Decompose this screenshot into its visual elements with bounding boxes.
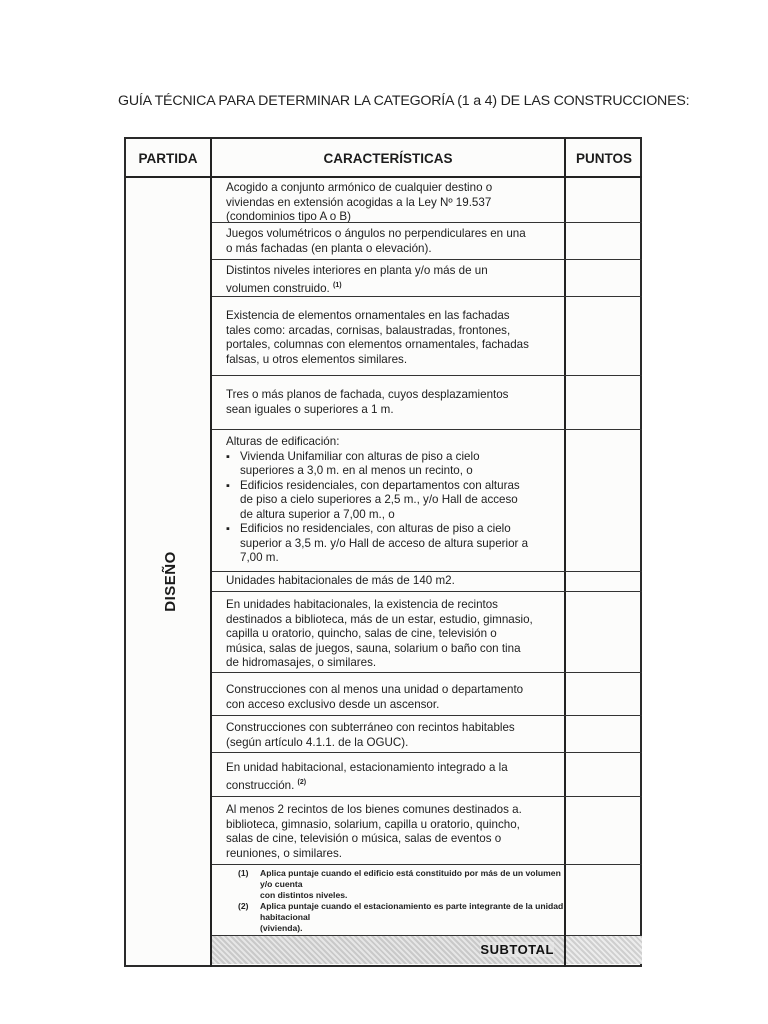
row-divider <box>212 715 642 716</box>
row-divider <box>212 296 642 297</box>
header-partida: PARTIDA <box>138 150 198 166</box>
row-1-text: Acogido a conjunto armónico de cualquier destino o viviendas en extensión acogidas a la Ley Nº 19.537 (condominios tipo A o B) <box>226 181 493 223</box>
row-8-text: En unidades habitacionales, la existencia de recintos destinados a biblioteca, más de un estar, estudio, gimnasio, capilla u oratorio, quincho, salas de cine, televisión o música, salas de juegos, sauna, solarium o baño con tina de hidromasajes, o similares. <box>226 598 533 669</box>
row-divider <box>212 259 642 260</box>
row-10-text: Construcciones con subterráneo con recintos habitables (según artículo 4.1.1. de la OGUC). <box>226 721 515 749</box>
subtotal-label: SUBTOTAL <box>480 942 554 957</box>
row-2-text: Juegos volumétricos o ángulos no perpendiculares en una o más fachadas (en planta o elevación). <box>226 227 526 255</box>
row-6-text: Alturas de edificación: ▪ Vivienda Unifamiliar con alturas de piso a cielo superiores a 3,0 m. en al menos un recinto, o ▪ Edificios residenciales, con departamentos con alturas de piso a cielo superiores a 2,5 m., y/o Hall de acceso de altura superior a 7,00 m., o ▪ Edificios no residenciales, con alturas de piso a cielo superior a 3,5 m. y/o Hall de acceso de altura superior a 7,00 m. <box>226 435 556 566</box>
footnotes <box>238 868 566 934</box>
row-divider <box>212 571 642 572</box>
row-3-text: Distintos niveles interiores en planta y/o más de un volumen construido. $^{(1)}$ <box>226 264 488 295</box>
row-5-text: Tres o más planos de fachada, cuyos desplazamientos sean iguales o superiores a 1 m. <box>226 388 509 416</box>
row-divider <box>212 591 642 592</box>
row-11-text: En unidad habitacional, estacionamiento integrado a la construcción. $^{(2)}$ <box>226 761 508 792</box>
bullet-item: ▪ Edificios no residenciales, con alturas de piso a cielo superior a 3,5 m. y/o Hall de acceso de altura superior a 7,00 m. <box>226 522 556 566</box>
bullet-item: ▪ Vivienda Unifamiliar con alturas de piso a cielo superiores a 3,0 m. en al menos un recinto, o <box>226 450 556 479</box>
row-divider <box>212 672 642 673</box>
category-table <box>124 137 642 967</box>
row-divider <box>212 752 642 753</box>
column-divider-puntos <box>564 139 566 967</box>
row-divider <box>212 429 642 430</box>
footnote-ref: (2) <box>297 778 307 786</box>
subtotal-points-cell[interactable] <box>566 935 642 964</box>
subtotal-row <box>212 935 564 964</box>
document-title: GUÍA TÉCNICA PARA DETERMINAR LA CATEGORÍA (1 a 4) DE LAS CONSTRUCCIONES: <box>118 93 690 109</box>
bullet-item: ▪ Edificios residenciales, con departamentos con alturas de piso a cielo superiores a 2,5 m., y/o Hall de acceso de altura superior a 7,00 m., o <box>226 479 556 523</box>
row-7-text: Unidades habitacionales de más de 140 m2. <box>226 574 455 587</box>
column-divider-partida <box>210 139 212 967</box>
partida-diseno-label: DISEÑO <box>161 550 179 612</box>
row-4-text: Existencia de elementos ornamentales en las fachadas tales como: arcadas, cornisas, balaustradas, frontones, portales, columnas con elementos ornamentales, fachadas falsas, u otros elementos similares. <box>226 309 529 366</box>
footnote-1: (1) Aplica puntaje cuando el edificio está constituido por más de un volumen y/o cuenta con distintos niveles. <box>238 868 561 900</box>
footnote-ref: (1) <box>333 281 342 289</box>
header-caracteristicas: CARACTERÍSTICAS <box>323 150 453 166</box>
row-12-text: Al menos 2 recintos de los bienes comunes destinados a. biblioteca, gimnasio, solarium, capilla u oratorio, quincho, salas de cine, televisión o música, salas de eventos o reuniones, o similares. <box>226 803 522 860</box>
header-puntos: PUNTOS <box>575 150 632 166</box>
row-divider <box>212 864 642 865</box>
row-divider <box>212 796 642 797</box>
row-9-text: Construcciones con al menos una unidad o departamento con acceso exclusivo desde un ascensor. <box>226 683 524 711</box>
row-divider <box>212 375 642 376</box>
footnote-2: (2) Aplica puntaje cuando el estacionamiento es parte integrante de la unidad habitacional (vivienda). <box>238 901 564 933</box>
